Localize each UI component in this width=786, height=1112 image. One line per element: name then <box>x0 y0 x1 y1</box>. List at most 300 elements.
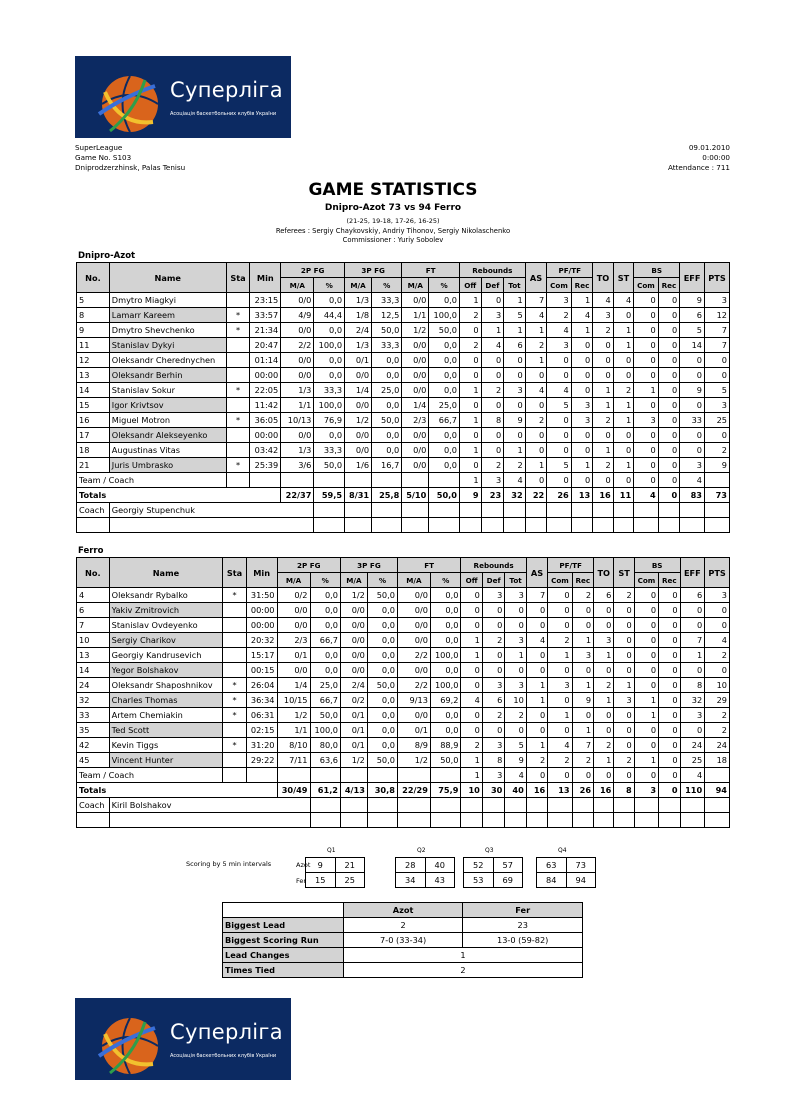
interval-score: 57 <box>493 858 523 873</box>
player-cell: 0,0 <box>372 428 402 443</box>
empty-cell <box>547 518 571 533</box>
player-cell: 02:15 <box>246 723 277 738</box>
player-cell: 29:22 <box>246 753 277 768</box>
player-cell: 0/1 <box>345 353 372 368</box>
player-cell: 2 <box>525 338 547 353</box>
player-cell: 9 <box>504 413 526 428</box>
player-cell: 100,0 <box>314 338 345 353</box>
player-cell: 2 <box>593 458 613 473</box>
player-cell: 0 <box>634 663 658 678</box>
player-cell: 1 <box>459 443 481 458</box>
quarter-label: Q3 <box>485 847 494 854</box>
player-row <box>77 603 730 618</box>
player-cell: 0 <box>459 428 481 443</box>
player-cell: 12 <box>77 353 110 368</box>
player-cell: 0 <box>525 368 547 383</box>
player-cell: 0/1 <box>341 708 368 723</box>
coach-row <box>77 503 730 518</box>
player-cell: 0 <box>659 753 680 768</box>
player-cell: 1/1 <box>281 398 314 413</box>
player-cell: 1 <box>461 753 482 768</box>
player-cell <box>226 398 250 413</box>
player-cell: 0 <box>593 368 613 383</box>
subheader-ma: M/A <box>345 278 372 293</box>
player-row <box>77 708 730 723</box>
player-cell: 100,0 <box>429 308 460 323</box>
team-row-cell: 0 <box>593 473 613 488</box>
header-rebounds: Rebounds <box>461 558 526 573</box>
player-cell: 2/3 <box>402 413 429 428</box>
player-cell: 3 <box>680 458 705 473</box>
player-cell: 0 <box>482 723 505 738</box>
player-cell: 0/0 <box>397 663 430 678</box>
player-cell: 3 <box>680 708 705 723</box>
player-cell: 25:39 <box>250 458 281 473</box>
player-cell: 0/0 <box>402 368 429 383</box>
player-cell: 3 <box>505 633 526 648</box>
empty-cell <box>372 473 402 488</box>
quarter-label: Q4 <box>558 847 567 854</box>
coach-name: Kiril Bolshakov <box>109 798 310 813</box>
coach-row <box>77 798 730 813</box>
header-ft: FT <box>402 263 460 278</box>
player-cell: 0 <box>634 633 658 648</box>
player-cell: 0 <box>481 368 504 383</box>
totals-cell: 40 <box>505 783 526 798</box>
player-cell: Oleksandr Rybalko <box>109 588 223 603</box>
player-cell: * <box>226 308 250 323</box>
header-bs: BS <box>634 558 680 573</box>
team-abbr: Azot <box>296 861 311 869</box>
subheader-ma: M/A <box>402 278 429 293</box>
player-cell: 1 <box>525 458 547 473</box>
player-cell: 10/13 <box>281 413 314 428</box>
empty-cell <box>223 768 247 783</box>
team-coach-row <box>77 768 730 783</box>
player-cell: 1/2 <box>341 753 368 768</box>
player-cell: 0 <box>705 663 730 678</box>
player-cell: 22:05 <box>250 383 281 398</box>
empty-cell <box>634 503 658 518</box>
player-cell: 4 <box>525 308 547 323</box>
totals-cell: 59,5 <box>314 488 345 503</box>
player-cell: 16 <box>77 413 110 428</box>
player-cell: 0/0 <box>402 338 429 353</box>
empty-cell <box>367 813 397 828</box>
totals-cell: 50,0 <box>429 488 460 503</box>
totals-cell: 0 <box>658 488 680 503</box>
player-cell: Kevin Tiggs <box>109 738 223 753</box>
player-cell: 0 <box>461 708 482 723</box>
player-cell: 0 <box>481 428 504 443</box>
player-row <box>77 678 730 693</box>
player-cell: 00:00 <box>246 618 277 633</box>
player-cell: 0,0 <box>429 293 460 308</box>
player-cell: 3 <box>547 338 571 353</box>
player-cell: 3 <box>504 383 526 398</box>
player-cell: 10 <box>705 678 730 693</box>
header-ft: FT <box>397 558 461 573</box>
player-cell: 0/0 <box>345 398 372 413</box>
player-row <box>77 398 730 413</box>
player-cell: Artem Chemiakin <box>109 708 223 723</box>
player-cell: 0,0 <box>367 648 397 663</box>
player-cell: 2 <box>705 443 730 458</box>
player-cell: 0 <box>572 603 593 618</box>
player-cell: Miguel Motron <box>109 413 226 428</box>
totals-cell: 4 <box>634 488 658 503</box>
team-row-cell: 0 <box>658 473 680 488</box>
logo-text: Суперліга <box>170 78 283 102</box>
player-cell: 0 <box>525 428 547 443</box>
player-cell: 4 <box>526 633 547 648</box>
player-cell: 0 <box>659 693 680 708</box>
header-eff: EFF <box>680 263 705 293</box>
player-cell: 0 <box>505 723 526 738</box>
player-cell: 0 <box>613 353 633 368</box>
player-cell: 17 <box>77 428 110 443</box>
player-cell: 1 <box>504 323 526 338</box>
player-cell: 0 <box>705 603 730 618</box>
player-cell: 1 <box>594 753 614 768</box>
player-cell: 0 <box>571 383 593 398</box>
player-cell: 0 <box>548 693 572 708</box>
player-cell: 0,0 <box>367 603 397 618</box>
player-cell: 1/6 <box>345 458 372 473</box>
player-cell: 5 <box>705 383 730 398</box>
player-cell: 3 <box>572 648 593 663</box>
empty-cell <box>482 798 505 813</box>
interval-score: 40 <box>425 858 455 873</box>
player-cell: 1 <box>680 648 705 663</box>
player-cell: 0/0 <box>277 603 310 618</box>
player-cell: 4 <box>481 338 504 353</box>
home-stats-table <box>76 262 730 533</box>
scoring-label: Scoring by 5 min intervals <box>186 860 272 868</box>
player-cell: 21 <box>77 458 110 473</box>
empty-cell <box>705 813 730 828</box>
player-cell: 0 <box>459 353 481 368</box>
player-cell: 5 <box>547 458 571 473</box>
player-cell: 29 <box>705 693 730 708</box>
player-cell: 8 <box>77 308 110 323</box>
player-cell: * <box>223 588 247 603</box>
player-cell: 5 <box>680 323 705 338</box>
player-cell: 1 <box>572 633 593 648</box>
player-cell: 0 <box>461 603 482 618</box>
interval-score: 28 <box>396 858 426 873</box>
quarter-label: Q1 <box>327 847 336 854</box>
player-cell: 3 <box>634 413 658 428</box>
empty-cell <box>614 813 634 828</box>
player-cell: 2 <box>459 338 481 353</box>
player-cell: 2 <box>526 753 547 768</box>
player-cell: 18 <box>705 753 730 768</box>
commissioner: Commissioner : Yuriy Sobolev <box>342 236 444 244</box>
player-cell: 10 <box>77 633 110 648</box>
empty-cell <box>314 473 345 488</box>
player-cell: 0/0 <box>345 428 372 443</box>
empty-cell <box>429 518 460 533</box>
player-cell: 0 <box>634 723 658 738</box>
player-cell: 44,4 <box>314 308 345 323</box>
player-cell: 0/0 <box>402 293 429 308</box>
totals-row <box>77 488 730 503</box>
player-row <box>77 383 730 398</box>
empty-cell <box>430 798 461 813</box>
player-cell: 0,0 <box>372 443 402 458</box>
player-cell: 0,0 <box>367 738 397 753</box>
player-cell: 1/4 <box>345 383 372 398</box>
player-cell: 0 <box>594 708 614 723</box>
player-cell: 0,0 <box>367 693 397 708</box>
player-row <box>77 458 730 473</box>
totals-cell: 8/31 <box>345 488 372 503</box>
player-cell: 2 <box>593 413 613 428</box>
interval-score: 43 <box>425 873 455 888</box>
team-row-cell: 0 <box>547 473 571 488</box>
player-cell: Charles Thomas <box>109 693 223 708</box>
interval-score: 34 <box>396 873 426 888</box>
player-cell: 0 <box>658 413 680 428</box>
player-cell: 3 <box>548 678 572 693</box>
empty-cell <box>430 768 461 783</box>
empty-cell <box>659 813 680 828</box>
empty-cell <box>548 813 572 828</box>
player-cell: 1/3 <box>281 383 314 398</box>
player-cell: 50,0 <box>367 678 397 693</box>
player-cell: 0 <box>481 353 504 368</box>
player-cell: 0 <box>459 368 481 383</box>
player-cell: 8 <box>680 678 705 693</box>
empty-cell <box>571 503 593 518</box>
player-cell: 5 <box>505 738 526 753</box>
quarter-scores-table <box>305 857 365 888</box>
player-cell: 0 <box>571 338 593 353</box>
player-cell: 1 <box>572 723 593 738</box>
player-cell: Oleksandr Berhin <box>109 368 226 383</box>
summary-value: 2 <box>343 918 463 933</box>
blank-row <box>77 518 730 533</box>
empty-cell <box>226 473 250 488</box>
player-cell: 3 <box>705 293 730 308</box>
empty-cell <box>658 518 680 533</box>
quarter-scores: (21-25, 19-18, 17-26, 16-25) <box>346 217 440 225</box>
player-cell: Juris Umbrasko <box>109 458 226 473</box>
player-cell: 4 <box>571 308 593 323</box>
player-cell: 2 <box>525 413 547 428</box>
player-cell: 0 <box>680 723 705 738</box>
player-cell: 0 <box>634 308 658 323</box>
player-cell: 0 <box>705 618 730 633</box>
player-cell: 1 <box>504 443 526 458</box>
summary-row-label: Biggest Scoring Run <box>223 933 344 948</box>
player-cell: 1/2 <box>345 413 372 428</box>
player-cell: 1/1 <box>277 723 310 738</box>
player-cell: 0/0 <box>341 663 368 678</box>
player-cell: 03:42 <box>250 443 281 458</box>
player-cell: 0/0 <box>397 708 430 723</box>
player-cell: 4 <box>547 323 571 338</box>
subheader-pct: % <box>429 278 460 293</box>
player-cell: 0 <box>548 663 572 678</box>
player-cell: 0 <box>659 663 680 678</box>
empty-cell <box>614 798 634 813</box>
player-cell: 3 <box>482 738 505 753</box>
empty-cell <box>345 473 372 488</box>
player-cell <box>226 428 250 443</box>
player-cell: 14 <box>77 663 110 678</box>
player-cell: 6 <box>680 588 705 603</box>
player-cell: 1 <box>459 413 481 428</box>
player-cell: 0 <box>504 428 526 443</box>
player-cell: 0 <box>659 633 680 648</box>
player-cell: 0 <box>571 428 593 443</box>
team-abbr: Fer <box>296 877 307 885</box>
player-cell: 50,0 <box>372 413 402 428</box>
subheader-tot: Tot <box>505 573 526 588</box>
player-cell: 0 <box>614 618 634 633</box>
player-cell: 0,0 <box>310 603 341 618</box>
team-row-cell: 0 <box>572 768 593 783</box>
player-cell: 0 <box>614 603 634 618</box>
player-cell: 0 <box>680 353 705 368</box>
player-cell: 5 <box>547 398 571 413</box>
player-cell: * <box>223 738 247 753</box>
totals-cell: 16 <box>526 783 547 798</box>
player-cell: 1/4 <box>402 398 429 413</box>
player-cell: 0 <box>526 708 547 723</box>
empty-cell <box>429 473 460 488</box>
player-cell: 0 <box>705 428 730 443</box>
subheader-tot: Tot <box>504 278 526 293</box>
player-cell: 1 <box>459 293 481 308</box>
player-cell: 1 <box>634 693 658 708</box>
player-cell: 2 <box>547 308 571 323</box>
player-cell: 3 <box>571 398 593 413</box>
player-row <box>77 663 730 678</box>
empty-cell <box>461 813 482 828</box>
player-cell: 0 <box>461 723 482 738</box>
player-cell: 25,0 <box>310 678 341 693</box>
player-cell: 0 <box>659 648 680 663</box>
player-cell: 0,0 <box>429 443 460 458</box>
team-name-home: Dnipro-Azot <box>78 251 136 261</box>
player-cell: 3 <box>594 633 614 648</box>
player-cell: 7 <box>705 323 730 338</box>
header-2pfg: 2P FG <box>277 558 341 573</box>
empty-cell <box>345 503 372 518</box>
header-bs: BS <box>634 263 680 278</box>
player-cell: 50,0 <box>310 708 341 723</box>
header-as: AS <box>525 263 547 293</box>
player-cell: 0 <box>505 663 526 678</box>
player-cell: 0 <box>547 413 571 428</box>
player-cell: 12 <box>705 308 730 323</box>
subheader-off: Off <box>461 573 482 588</box>
player-row <box>77 618 730 633</box>
player-cell: 3 <box>481 308 504 323</box>
player-cell: 21:34 <box>250 323 281 338</box>
player-cell: 1 <box>504 293 526 308</box>
player-cell: 63,6 <box>310 753 341 768</box>
player-cell: 0/0 <box>277 663 310 678</box>
player-cell: Dmytro Miagkyi <box>109 293 226 308</box>
player-cell: 6 <box>680 308 705 323</box>
player-cell <box>223 603 247 618</box>
player-row <box>77 723 730 738</box>
player-cell: Yegor Bolshakov <box>109 663 223 678</box>
totals-cell: 30/49 <box>277 783 310 798</box>
player-cell: 1 <box>613 413 633 428</box>
player-cell: 0 <box>481 398 504 413</box>
player-cell: 1 <box>571 458 593 473</box>
header-pftf: PF/TF <box>548 558 594 573</box>
player-cell: 00:00 <box>246 603 277 618</box>
player-cell: 0 <box>634 338 658 353</box>
player-cell: 1 <box>525 323 547 338</box>
player-cell: 0 <box>614 738 634 753</box>
player-cell: 7 <box>77 618 110 633</box>
player-cell: 0,0 <box>367 633 397 648</box>
player-cell: 0/0 <box>341 603 368 618</box>
player-cell: 1 <box>461 648 482 663</box>
player-cell: 88,9 <box>430 738 461 753</box>
summary-row-label: Biggest Lead <box>223 918 344 933</box>
empty-cell <box>504 518 526 533</box>
totals-cell: 83 <box>680 488 705 503</box>
player-cell: 0 <box>461 588 482 603</box>
player-cell: 0,0 <box>310 618 341 633</box>
empty-cell <box>310 798 341 813</box>
player-cell: 1 <box>548 648 572 663</box>
player-cell: 36:34 <box>246 693 277 708</box>
empty-cell <box>659 798 680 813</box>
player-cell: 1 <box>613 398 633 413</box>
player-cell: 2 <box>594 678 614 693</box>
player-cell: 01:14 <box>250 353 281 368</box>
header-sta: Sta <box>223 558 247 588</box>
player-row <box>77 413 730 428</box>
empty-cell <box>705 798 730 813</box>
subheader-pct: % <box>314 278 345 293</box>
empty-cell <box>367 768 397 783</box>
player-cell: Oleksandr Cherednychen <box>109 353 226 368</box>
player-cell: 0 <box>614 708 634 723</box>
player-cell <box>226 353 250 368</box>
subheader-com: Com <box>634 278 658 293</box>
player-cell: 0,0 <box>314 368 345 383</box>
subheader-pct: % <box>430 573 461 588</box>
player-cell: 36:05 <box>250 413 281 428</box>
player-cell: 0/1 <box>341 723 368 738</box>
player-cell: 4 <box>613 293 633 308</box>
empty-cell <box>705 768 730 783</box>
player-cell: 0/0 <box>397 603 430 618</box>
player-cell: 50,0 <box>429 323 460 338</box>
summary-value: 7-0 (33-34) <box>343 933 463 948</box>
subheader-off: Off <box>459 278 481 293</box>
player-cell: 0,0 <box>314 323 345 338</box>
player-cell: 0 <box>594 663 614 678</box>
player-row <box>77 738 730 753</box>
player-cell: 0 <box>680 368 705 383</box>
player-row <box>77 338 730 353</box>
player-cell: 0 <box>614 633 634 648</box>
header-st: ST <box>613 263 633 293</box>
player-cell: * <box>223 678 247 693</box>
player-cell: 2/3 <box>277 633 310 648</box>
